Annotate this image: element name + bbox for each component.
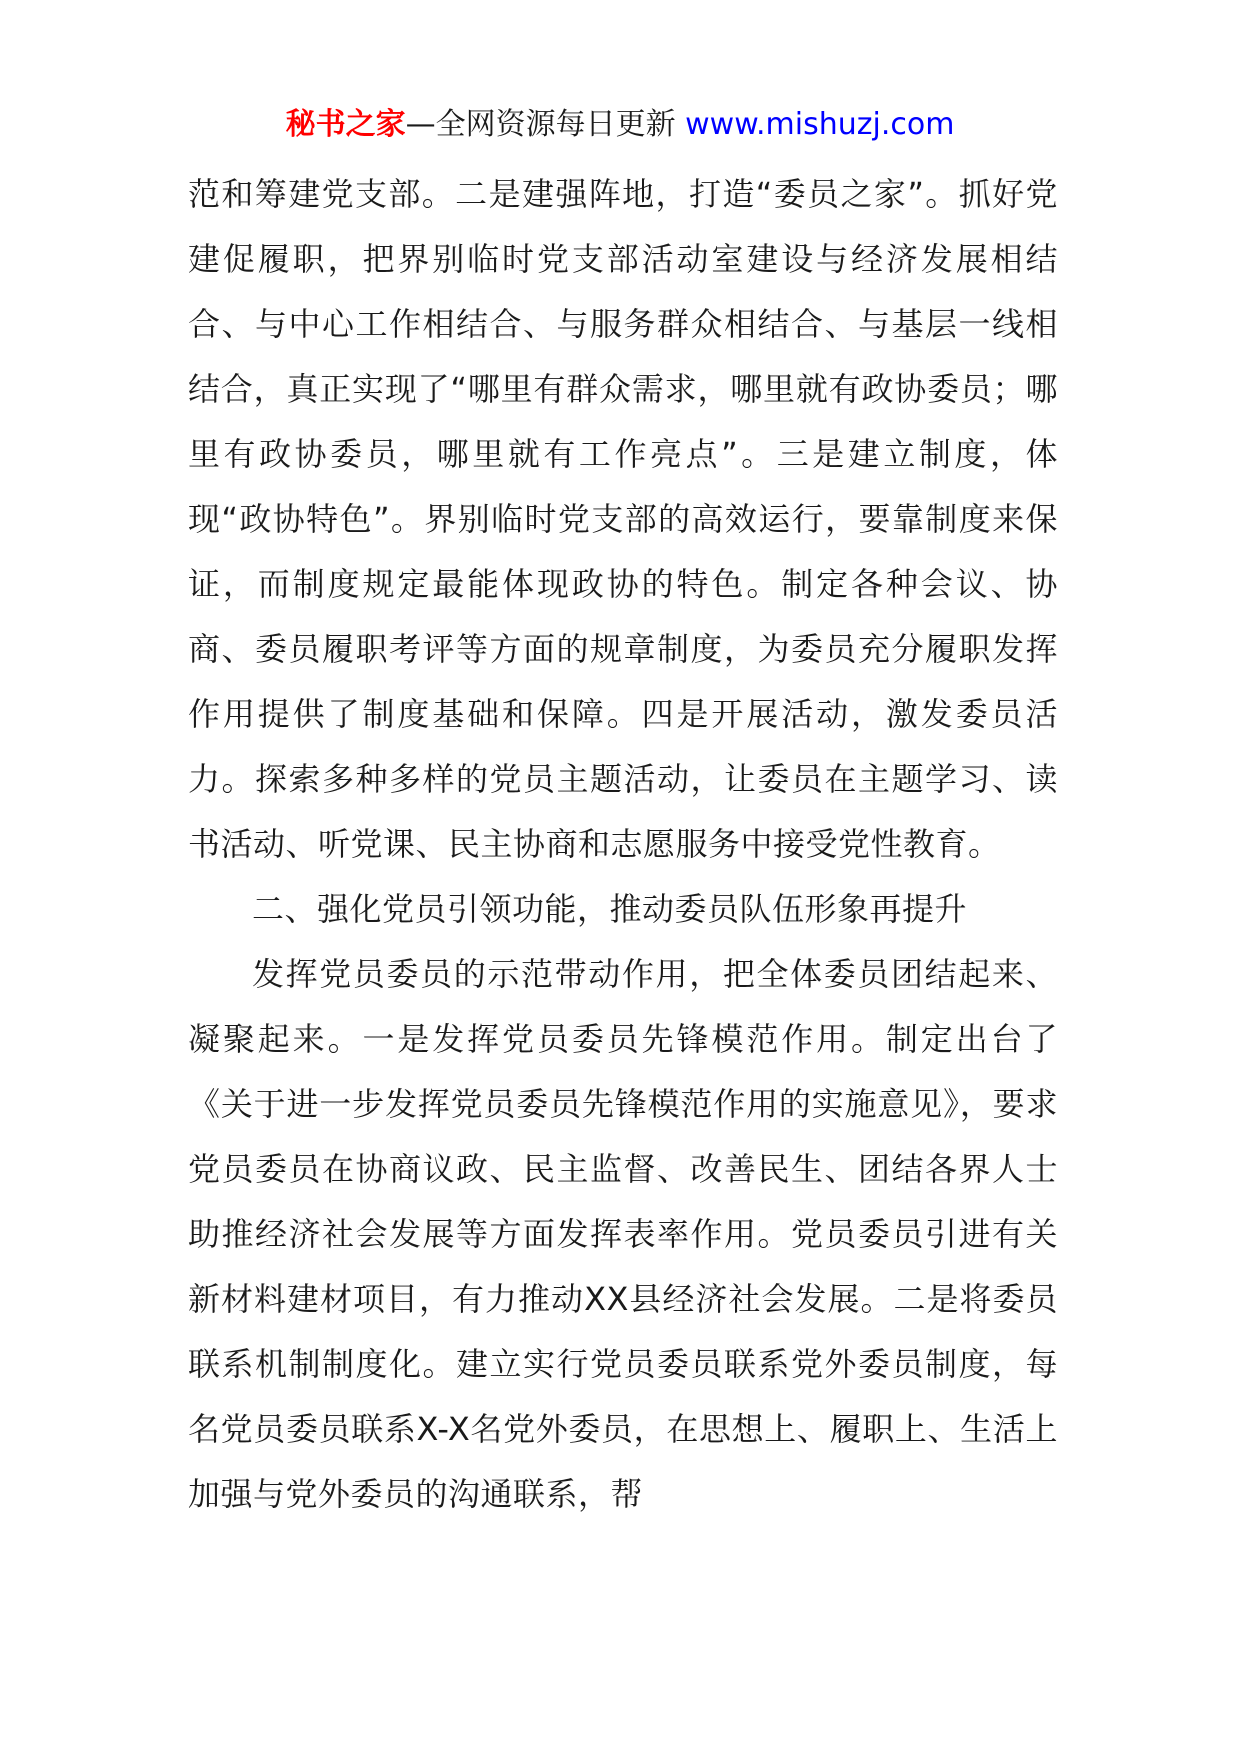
site-header	[0, 100, 1240, 150]
site-brand: 秘书之家	[285, 107, 406, 142]
section-heading: 二、强化党员引领功能，推动委员队伍形象再提升	[252, 890, 968, 928]
paragraph-continued: 范和筹建党支部。二是建强阵地，打造“委员之家”。抓好党建促履职，把界别临时党支部活动室建设与经济发展相结合、与中心工作相结合、与服务群众相结合、与基层一线相结合，真正实现了“哪里有群众需求，哪里就有政协委员；哪里有政协委员，哪里就有工作亮点”。三是建立制度，体现“政协特色”。界别临时党支部的高效运行，要靠制度来保证，而制度规定最能体现政协的特色。制定各种会议、协商、委员履职考评等方面的规章制度，为委员充分履职发挥作用提供了制度基础和保障。四是开展活动，激发委员活力。探索多种多样的党员主题活动，让委员在主题学习、读书活动、听党课、民主协商和志愿服务中接受党性教育。	[188, 175, 1058, 863]
site-tagline: —全网资源每日更新	[405, 107, 676, 142]
site-url-link[interactable]: www.mishuzj.com	[685, 107, 955, 142]
document-body	[188, 162, 1058, 1527]
paragraph-section-2: 发挥党员委员的示范带动作用，把全体委员团结起来、凝聚起来。一是发挥党员委员先锋模范作用。制定出台了《关于进一步发挥党员委员先锋模范作用的实施意见》，要求党员委员在协商议政、民主监督、改善民生、团结各界人士助推经济社会发展等方面发挥表率作用。党员委员引进有关新材料建材项目，有力推动XX县经济社会发展。二是将委员联系机制制度化。建立实行党员委员联系党外委员制度，每名党员委员联系X-X名党外委员，在思想上、履职上、生活上加强与党外委员的沟通联系，帮	[188, 955, 1058, 1513]
